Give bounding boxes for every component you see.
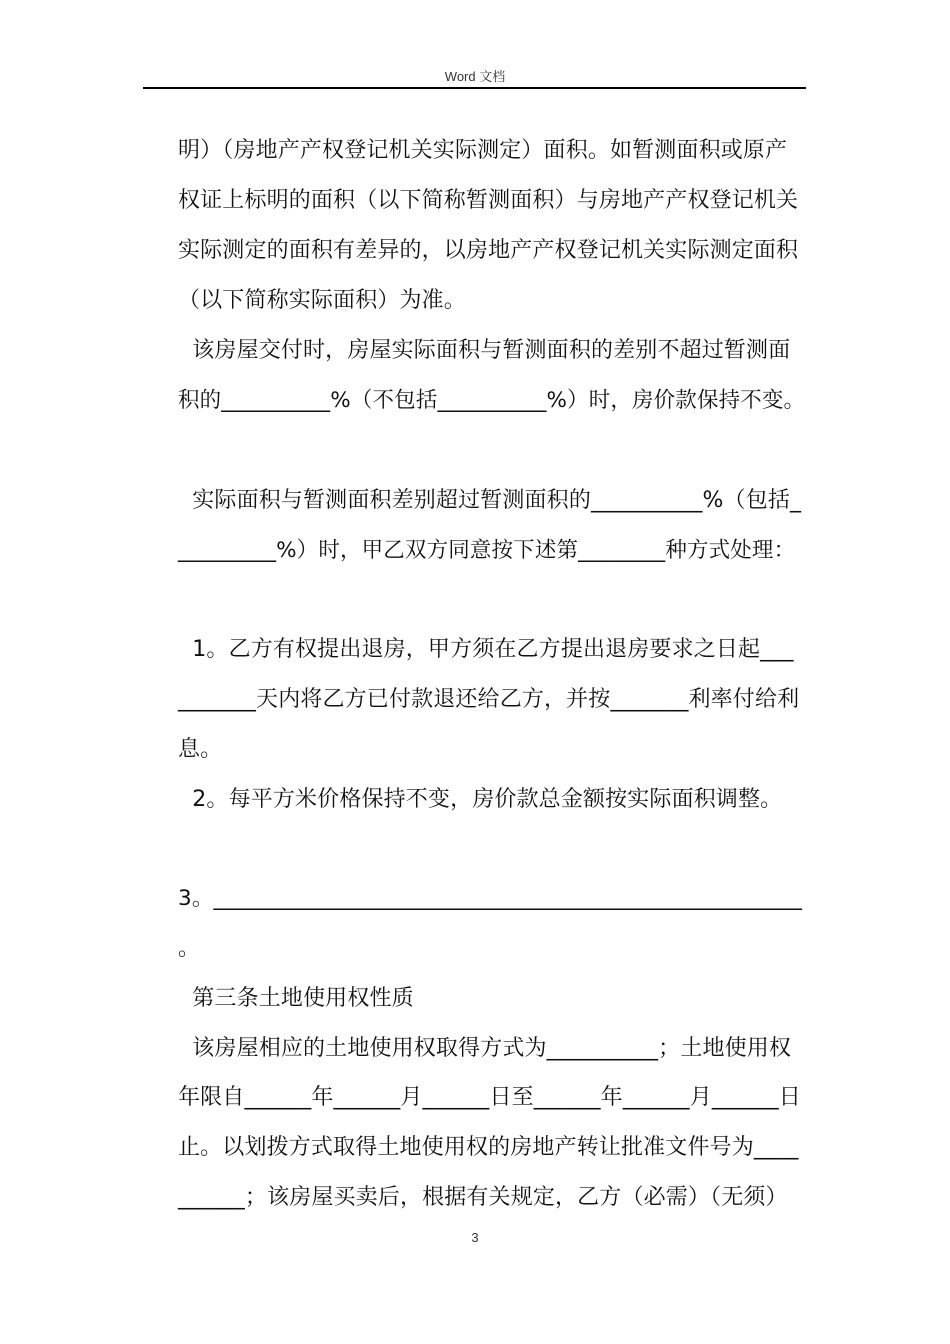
text-line: 权证上标明的面积（以下简称暂测面积）与房地产产权登记机关	[178, 188, 799, 213]
text-line: 3。______________________________________________________	[178, 886, 803, 911]
text-line: 。	[178, 936, 201, 961]
text-line: _________%）时，甲乙双方同意按下述第________种方式处理：	[178, 538, 796, 563]
text-line: _______天内将乙方已付款退还给乙方，并按_______利率付给利	[178, 687, 800, 712]
header-title: Word 文档	[444, 69, 506, 84]
page-number: 3	[471, 1230, 479, 1245]
text-line: 明）（房地产产权登记机关实际测定）面积。如暂测面积或原产	[178, 138, 788, 163]
text-line: 积的__________%（不包括__________%）时，房价款保持不变。	[178, 388, 806, 413]
header-divider	[143, 87, 806, 89]
text-line: 止。以划拨方式取得土地使用权的房地产转让批准文件号为____	[178, 1135, 799, 1160]
text-line: 该房屋相应的土地使用权取得方式为__________；土地使用权	[178, 1036, 792, 1061]
text-line: 实际面积与暂测面积差别超过暂测面积的__________%（包括_	[178, 488, 802, 513]
text-line: ______；该房屋买卖后，根据有关规定，乙方（必需）（无须）	[178, 1185, 788, 1210]
text-line: （以下简称实际面积）为准。	[178, 288, 466, 313]
text-line: 息。	[178, 737, 223, 762]
text-line: 实际测定的面积有差异的，以房地产产权登记机关实际测定面积	[178, 238, 799, 263]
text-line: 年限自______年______月______日至______年______月______日	[178, 1085, 801, 1110]
text-line: 该房屋交付时，房屋实际面积与暂测面积的差别不超过暂测面	[178, 338, 791, 363]
text-line: 1。乙方有权提出退房，甲方须在乙方提出退房要求之日起___	[178, 637, 794, 662]
section-heading: 第三条土地使用权性质	[178, 986, 414, 1011]
text-line: 2。每平方米价格保持不变，房价款总金额按实际面积调整。	[178, 787, 783, 812]
